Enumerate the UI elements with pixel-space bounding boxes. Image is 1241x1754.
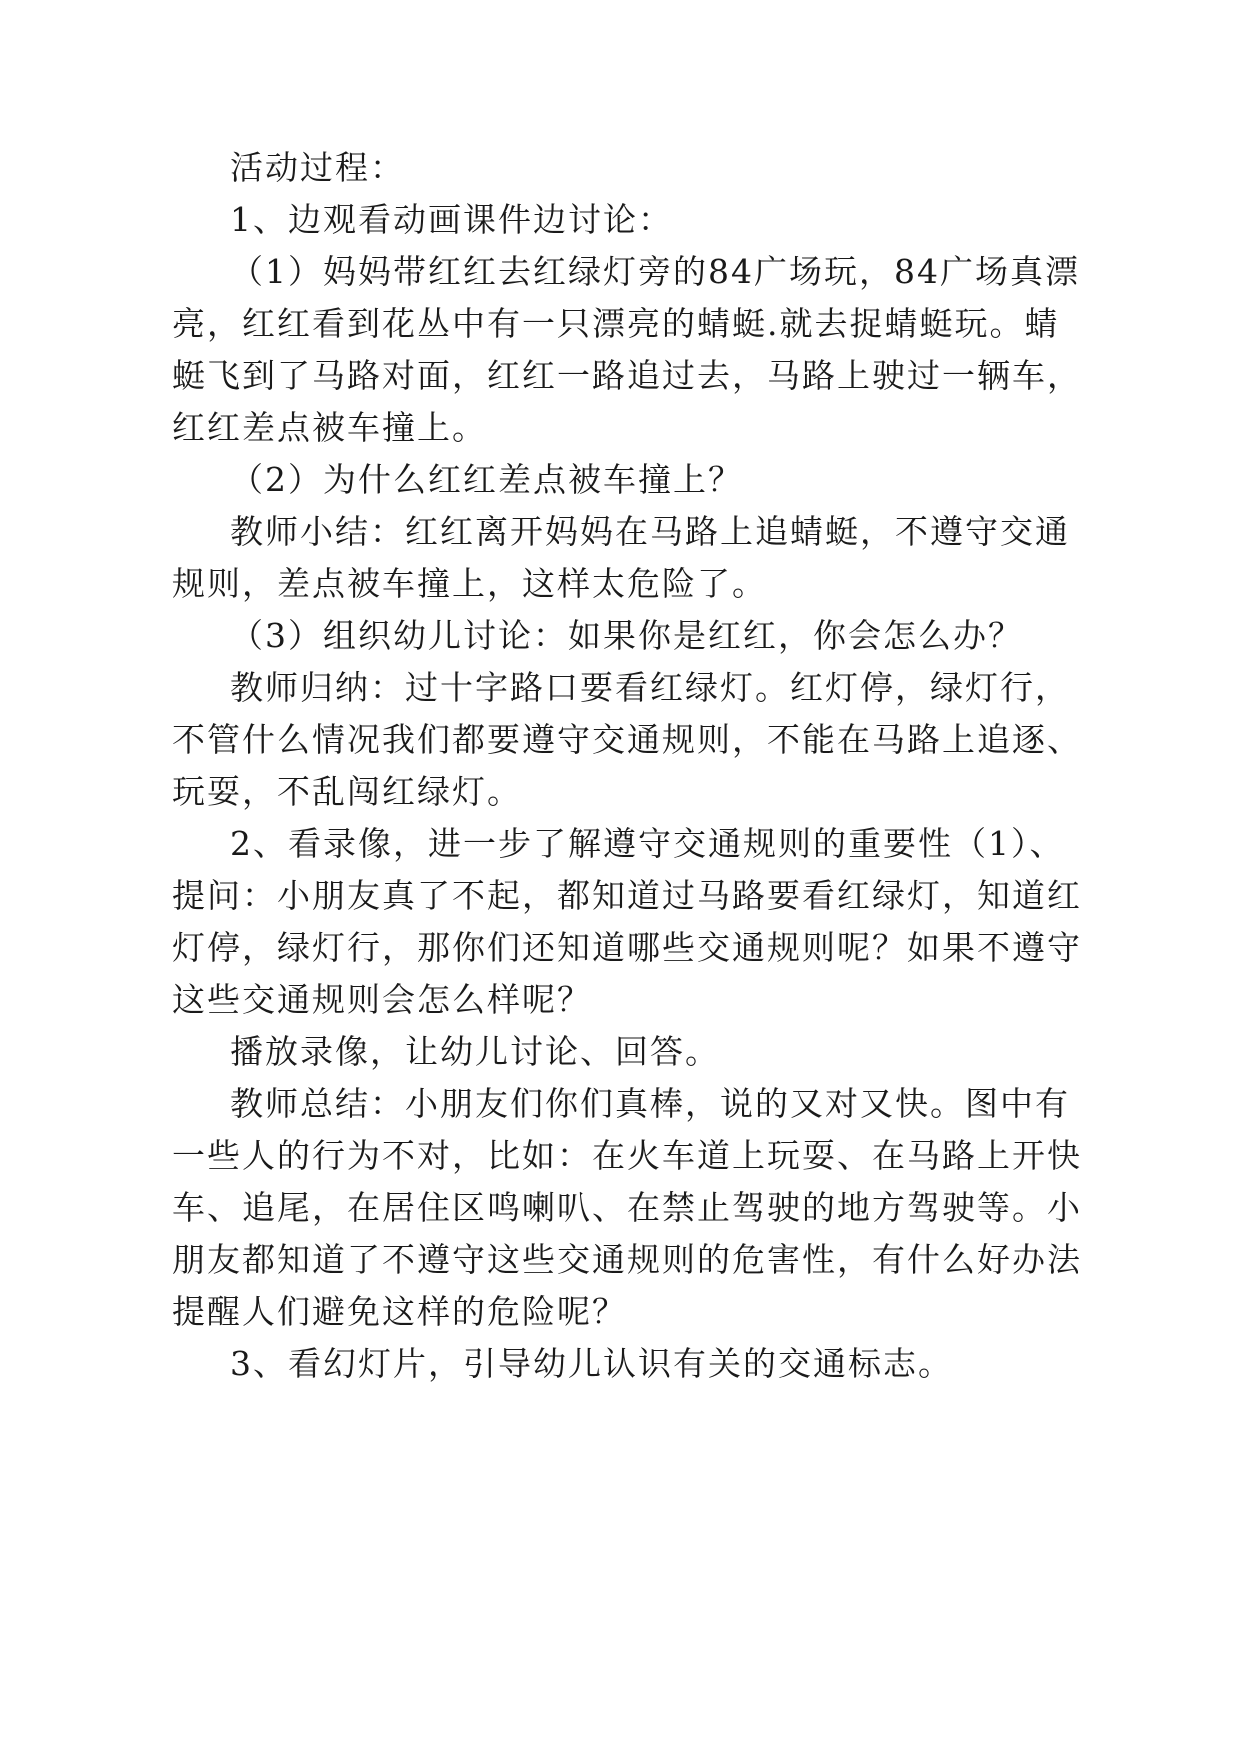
text-line-19: 教师总结：小朋友们你们真棒，说的又对又快。图中有 — [230, 1084, 1070, 1123]
text-line-16: 灯停，绿灯行，那你们还知道哪些交通规则呢？如果不遵守 — [172, 928, 1082, 967]
text-line-12: 不管什么情况我们都要遵守交通规则，不能在马路上追逐、 — [172, 720, 1082, 759]
text-line-22: 朋友都知道了不遵守这些交通规则的危害性，有什么好办法 — [172, 1240, 1082, 1279]
text-line-3: （1）妈妈带红红去红绿灯旁的84广场玩，84广场真漂 — [230, 252, 1080, 291]
text-line-8: 教师小结：红红离开妈妈在马路上追蜻蜓，不遵守交通 — [230, 512, 1070, 551]
text-line-13: 玩耍，不乱闯红绿灯。 — [172, 772, 522, 811]
text-line-21: 车、追尾，在居住区鸣喇叭、在禁止驾驶的地方驾驶等。小 — [172, 1188, 1082, 1227]
text-line-20: 一些人的行为不对，比如：在火车道上玩耍、在马路上开快 — [172, 1136, 1082, 1175]
text-line-17: 这些交通规则会怎么样呢？ — [172, 980, 592, 1019]
text-line-2: 1、边观看动画课件边讨论： — [230, 200, 673, 239]
text-line-15: 提问：小朋友真了不起，都知道过马路要看红绿灯，知道红 — [172, 876, 1082, 915]
text-line-18: 播放录像，让幼儿讨论、回答。 — [230, 1032, 720, 1071]
text-line-10: （3）组织幼儿讨论：如果你是红红，你会怎么办？ — [230, 616, 1023, 655]
text-line-1: 活动过程： — [230, 148, 405, 187]
text-line-9: 规则，差点被车撞上，这样太危险了。 — [172, 564, 767, 603]
text-line-24: 3、看幻灯片，引导幼儿认识有关的交通标志。 — [230, 1344, 953, 1383]
text-line-4: 亮，红红看到花丛中有一只漂亮的蜻蜓.就去捉蜻蜓玩。蜻 — [172, 304, 1060, 343]
text-line-23: 提醒人们避免这样的危险呢？ — [172, 1292, 627, 1331]
text-line-14: 2、看录像，进一步了解遵守交通规则的重要性（1）、 — [230, 824, 1065, 863]
text-line-6: 红红差点被车撞上。 — [172, 408, 487, 447]
text-line-11: 教师归纳：过十字路口要看红绿灯。红灯停，绿灯行， — [230, 668, 1070, 707]
text-line-5: 蜓飞到了马路对面，红红一路追过去，马路上驶过一辆车， — [172, 356, 1082, 395]
text-line-7: （2）为什么红红差点被车撞上？ — [230, 460, 743, 499]
